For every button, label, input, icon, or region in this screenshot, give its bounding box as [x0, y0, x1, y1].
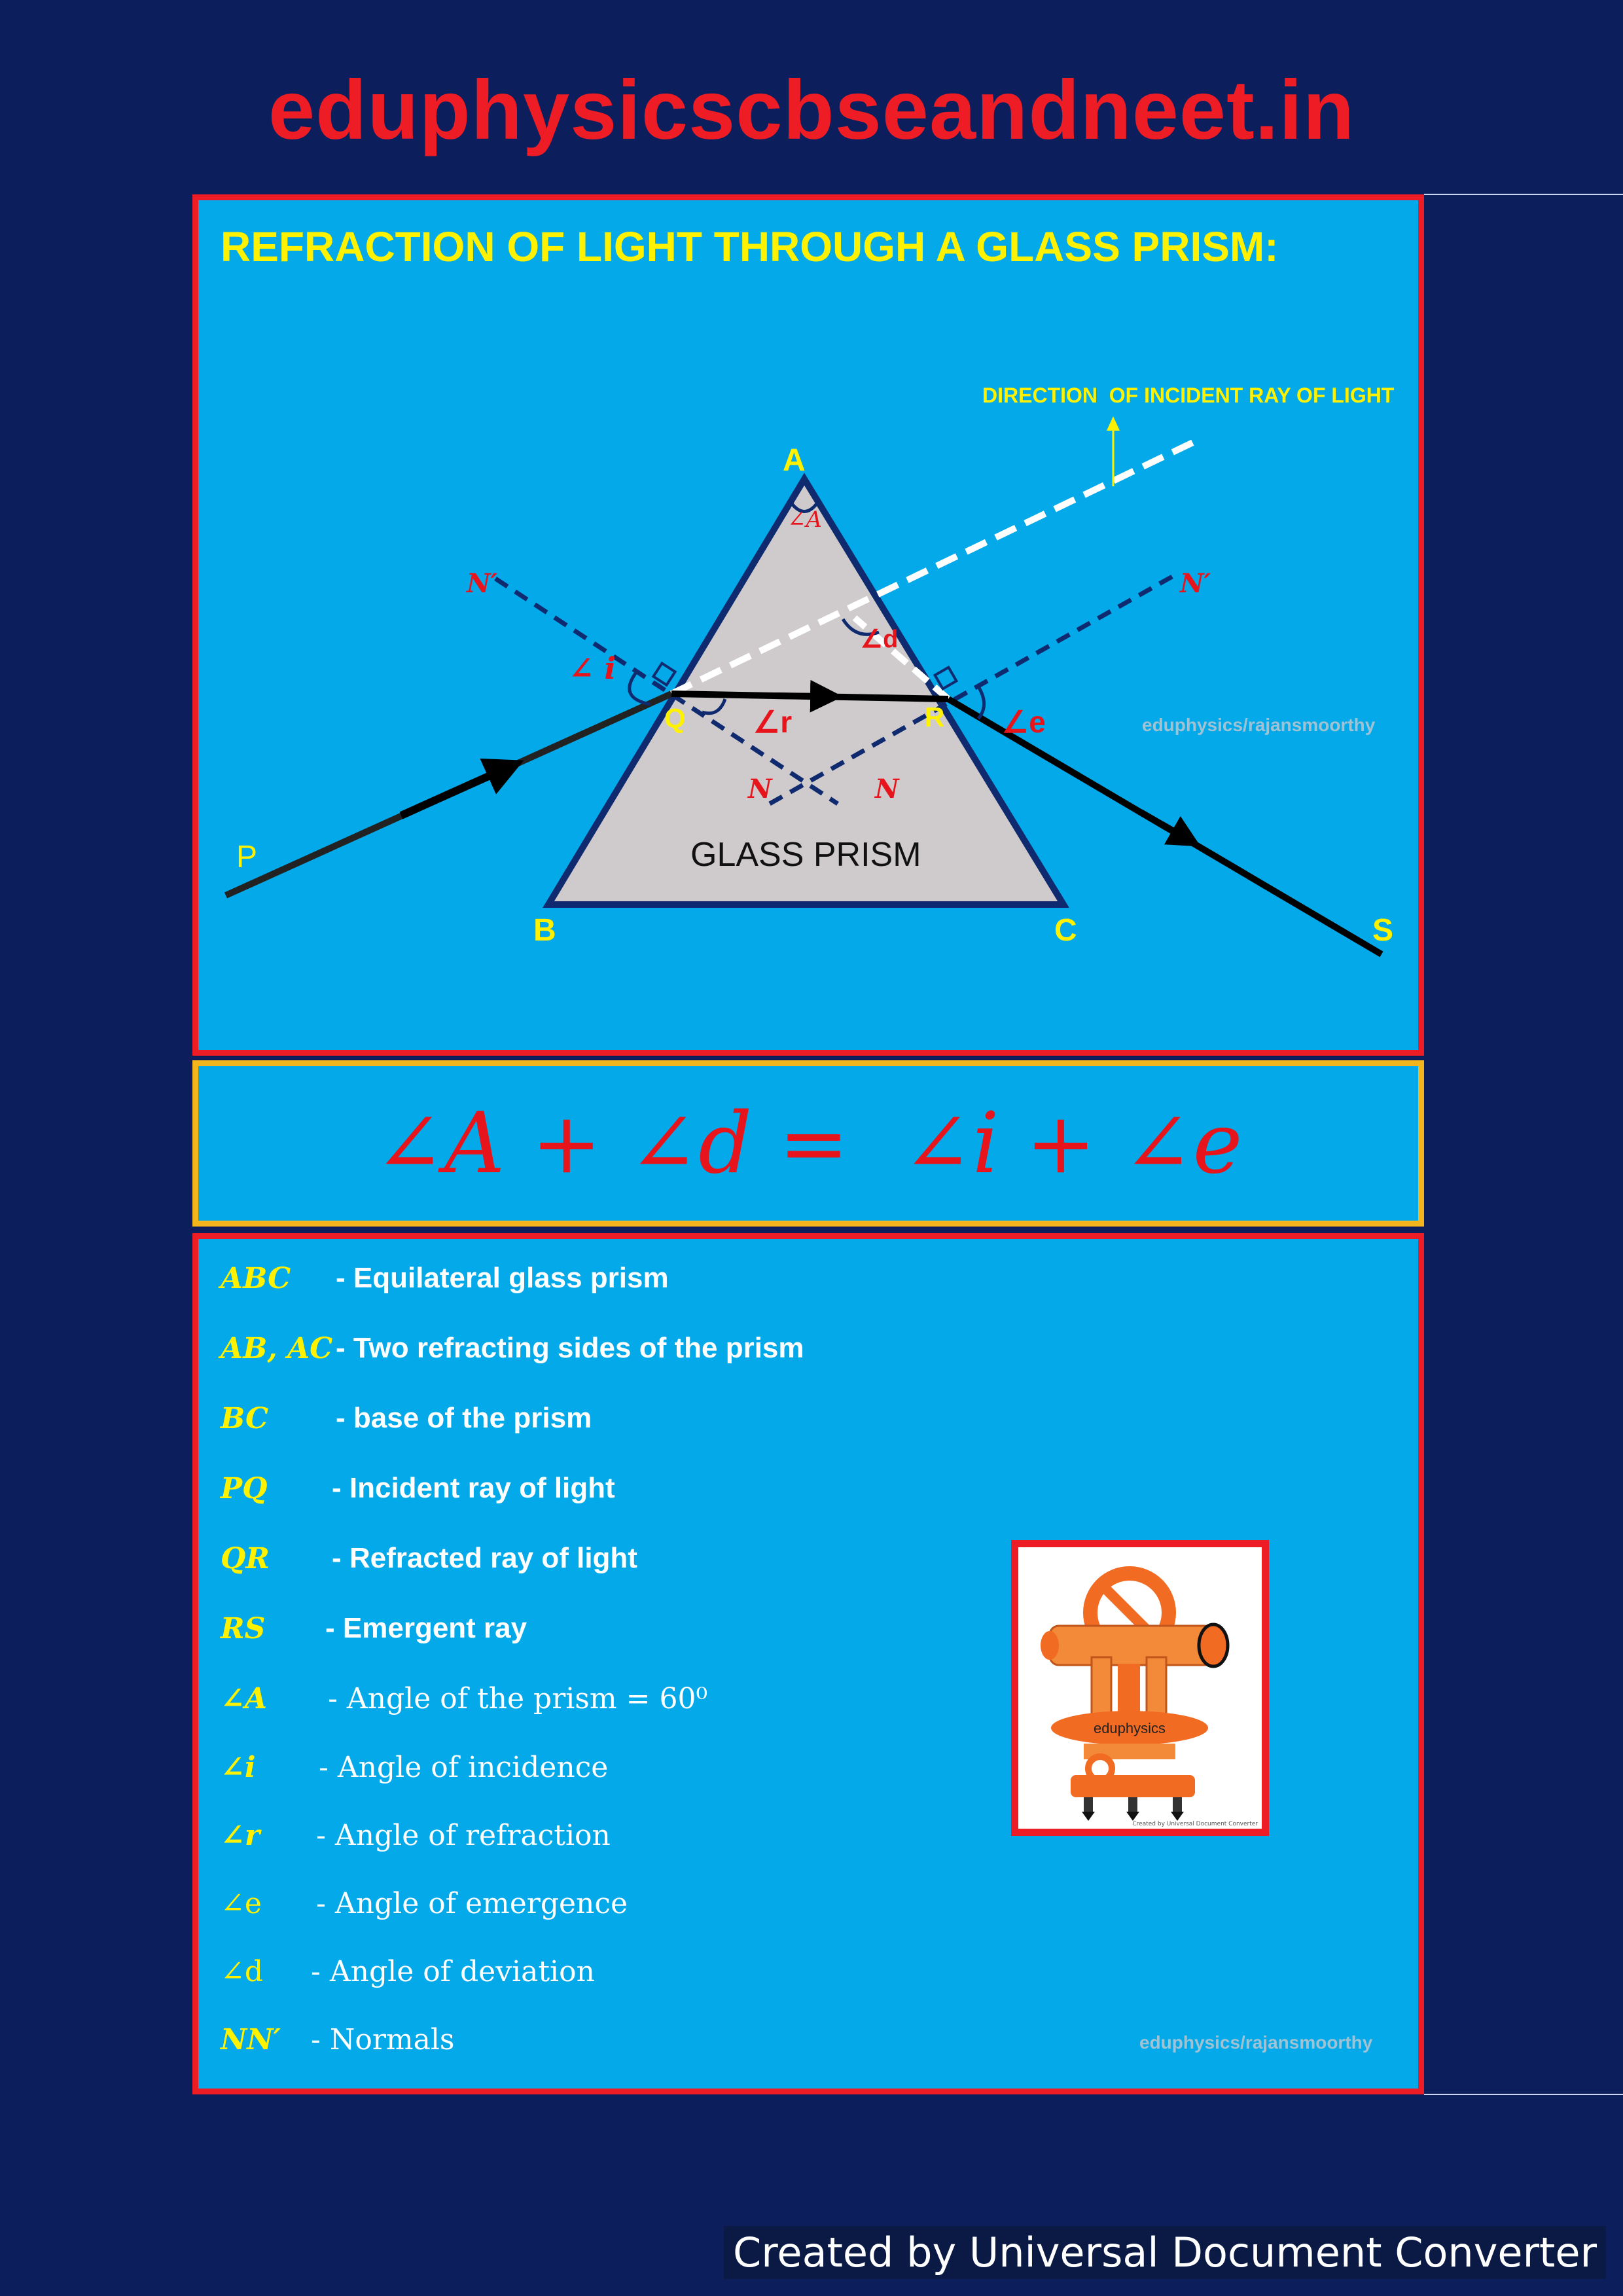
vertex-c-label: C — [1054, 913, 1077, 948]
incident-ray-bold — [401, 768, 506, 816]
legend-symbol: AB, AC — [221, 1331, 333, 1365]
legend-row — [221, 1535, 637, 1581]
legend-description: - Angle of the prism = 60⁰ — [328, 1681, 708, 1715]
legend-row — [221, 1812, 611, 1858]
logo-text: eduphysics — [1093, 1720, 1166, 1736]
divider-top — [1424, 194, 1623, 195]
legend-description: - Emergent ray — [325, 1612, 527, 1644]
angle-d-label: ∠d — [861, 626, 899, 653]
formula-panel — [192, 1060, 1424, 1227]
site-title: eduphysicscbseandneet.in — [268, 63, 1355, 157]
logo-credit: Created by Universal Document Converter — [1132, 1821, 1258, 1827]
legend-description: - Angle of refraction — [316, 1818, 611, 1852]
normal-n-prime-right-label: N′ — [1180, 568, 1211, 599]
legend-symbol: BC — [221, 1401, 269, 1435]
normal-n-right-label: N — [875, 774, 899, 804]
legend-row — [221, 1744, 609, 1790]
legend-row — [221, 1676, 708, 1721]
theodolite-icon — [1018, 1547, 1262, 1829]
legend-row — [221, 1325, 804, 1371]
legend-row — [221, 1605, 527, 1651]
angle-e-label: ∠e — [1002, 705, 1046, 739]
diagram-title: REFRACTION OF LIGHT THROUGH A GLASS PRISM: — [221, 223, 1279, 270]
prism-label: GLASS PRISM — [690, 836, 921, 874]
direction-arrowhead — [1107, 416, 1120, 431]
divider-bottom — [1424, 2094, 1623, 2095]
point-s-label: S — [1372, 913, 1394, 948]
legend-description: - Angle of deviation — [311, 1954, 595, 1988]
formula: ∠A + ∠d = ∠i + ∠e — [374, 1094, 1243, 1193]
angle-a-label: ∠A — [787, 507, 823, 533]
legend-description: - Equilateral glass prism — [336, 1262, 669, 1294]
legend-description: - Normals — [311, 2022, 455, 2056]
point-p-label: P — [236, 840, 258, 874]
eduphysics-logo — [1011, 1540, 1269, 1836]
legend-symbol: QR — [221, 1541, 270, 1575]
angle-r-label: ∠r — [753, 705, 793, 739]
legend-description: - Incident ray of light — [332, 1472, 615, 1504]
normal-n-left-label: N — [748, 774, 772, 804]
legend-description: - Refracted ray of light — [332, 1542, 637, 1574]
legend-description: - base of the prism — [336, 1402, 592, 1434]
normal-n-prime-left-label: N′ — [467, 568, 498, 599]
legend-panel — [192, 1233, 1424, 2094]
point-q-label: Q — [664, 703, 686, 734]
legend-description: - Angle of emergence — [316, 1886, 628, 1920]
legend-row — [221, 2017, 455, 2062]
legend-watermark: eduphysics/rajansmoorthy — [1139, 2032, 1373, 2053]
legend-symbol: ∠d — [221, 1954, 264, 1988]
legend-symbol: RS — [221, 1611, 266, 1645]
right-angle-r — [935, 668, 957, 689]
right-angle-q — [653, 663, 675, 685]
legend-symbol: ABC — [221, 1261, 291, 1295]
vertex-b-label: B — [533, 913, 556, 948]
legend-symbol: PQ — [221, 1471, 268, 1505]
point-r-label: R — [925, 702, 945, 732]
legend-row — [221, 1255, 669, 1301]
legend-symbol: ∠A — [221, 1681, 268, 1715]
angle-i-label: ∠ i — [569, 651, 616, 686]
legend-row — [221, 1465, 615, 1511]
prism-diagram — [198, 200, 1418, 1050]
legend-row — [221, 1880, 628, 1926]
emergent-ray-arrow — [1141, 812, 1186, 838]
footer-credit: Created by Universal Document Converter — [724, 2226, 1606, 2279]
legend-symbol: ∠i — [221, 1750, 256, 1784]
legend-symbol: NN′ — [221, 2022, 281, 2056]
vertex-a-label: A — [783, 443, 806, 478]
diagram-panel — [192, 194, 1424, 1056]
legend-row — [221, 1395, 592, 1441]
legend-symbol: ∠r — [221, 1818, 260, 1852]
legend-description: - Angle of incidence — [319, 1750, 609, 1784]
legend-symbol: ∠e — [221, 1886, 262, 1920]
legend-row — [221, 1948, 595, 1994]
arc-angle-i — [630, 672, 650, 704]
diagram-watermark: eduphysics/rajansmoorthy — [1142, 715, 1376, 735]
direction-label: DIRECTION OF INCIDENT RAY OF LIGHT — [982, 384, 1395, 407]
legend-description: - Two refracting sides of the prism — [336, 1332, 804, 1364]
